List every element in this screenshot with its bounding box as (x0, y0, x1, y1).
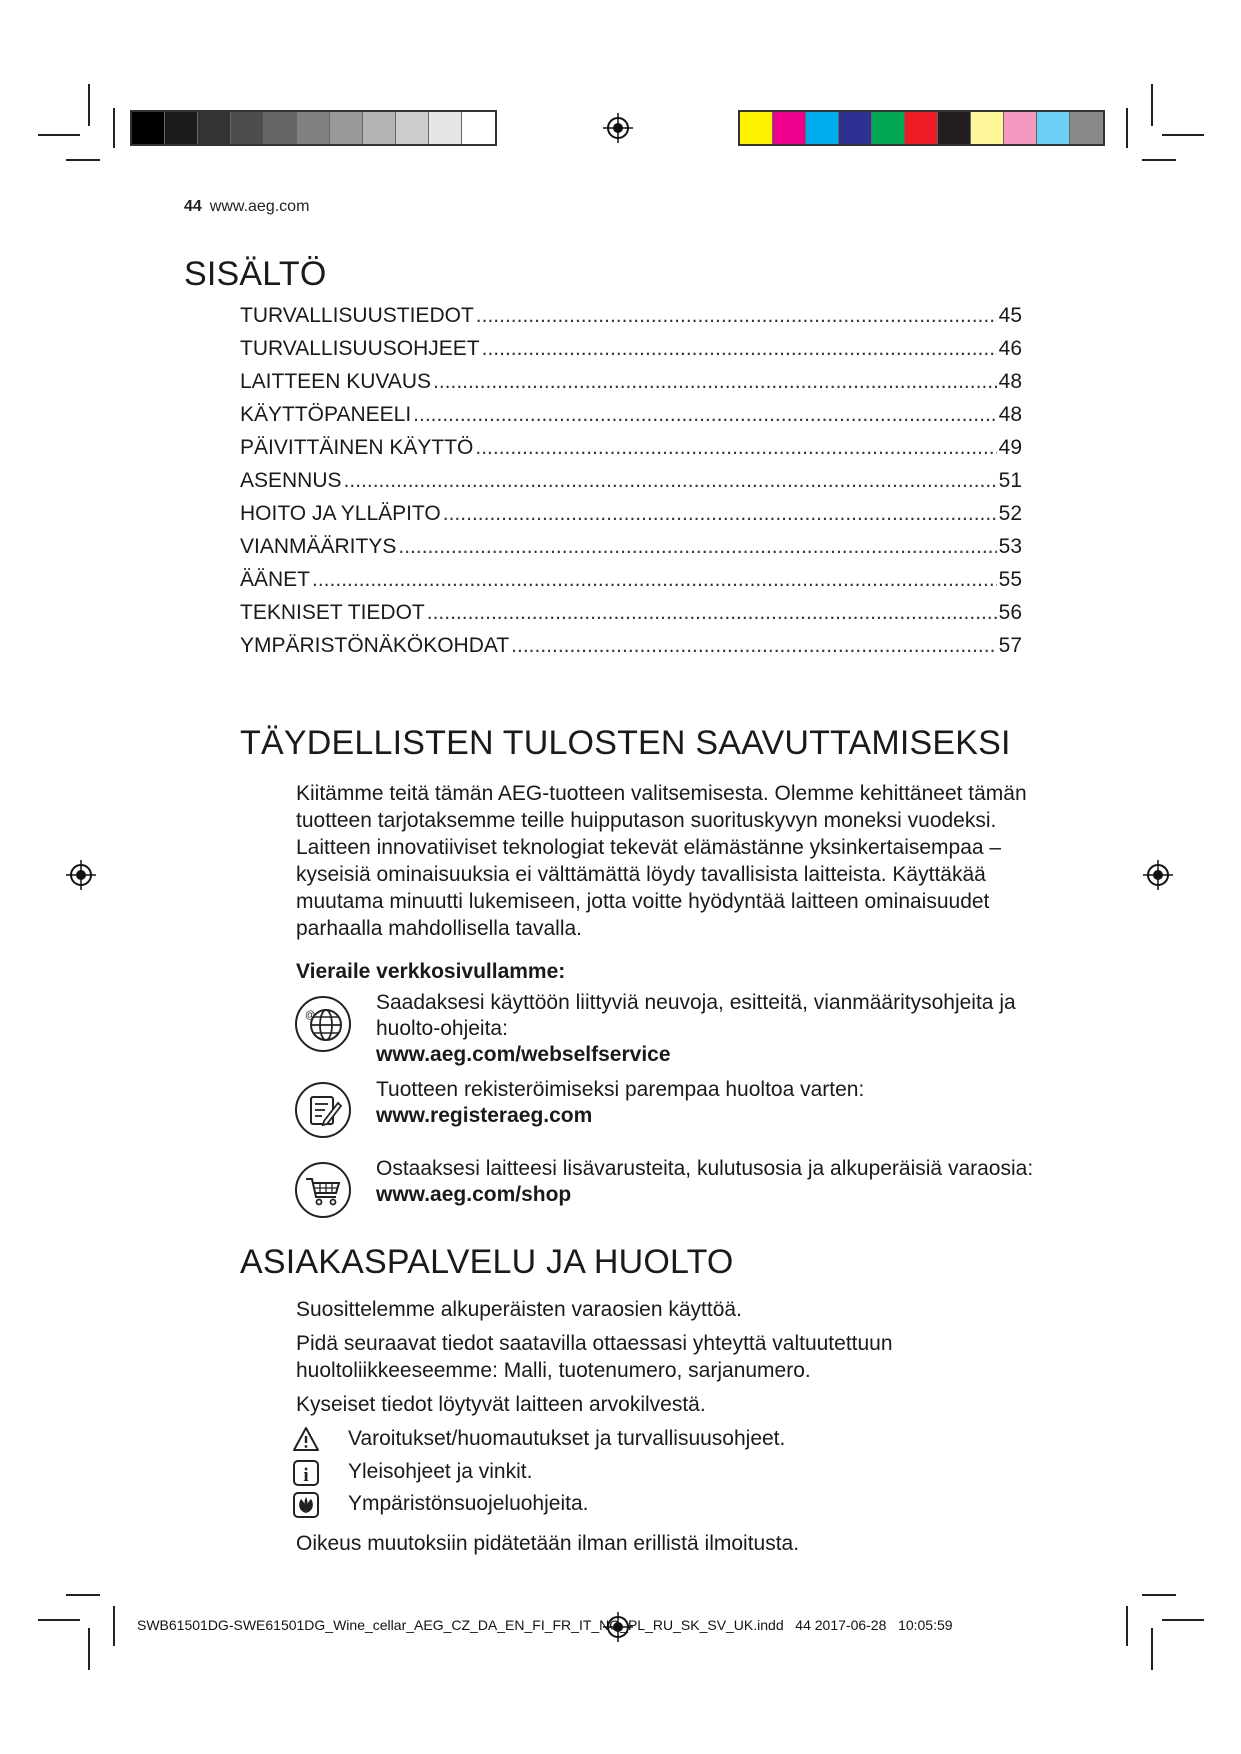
crop-mark (88, 84, 90, 126)
toc-entry-page: 48 (998, 370, 1022, 393)
registration-mark-icon (1143, 860, 1173, 890)
crop-mark (38, 1619, 80, 1621)
svg-text:i: i (303, 1465, 309, 1486)
toc-leader-dots (476, 304, 997, 328)
page-number: 44 (184, 198, 202, 215)
toc-entry-title: HOITO JA YLLÄPITO (240, 502, 441, 525)
link-item-register (376, 1077, 1076, 1129)
toc-entry-page: 56 (998, 601, 1022, 624)
register-form-icon (294, 1081, 352, 1139)
toc-entry-page: 49 (998, 436, 1022, 459)
crop-mark (1162, 1619, 1204, 1621)
crop-mark (1142, 159, 1176, 161)
toc-entry-page: 57 (998, 634, 1022, 657)
toc-entry[interactable] (240, 337, 1022, 370)
color-swatch (132, 112, 165, 144)
toc-entry-page: 55 (998, 568, 1022, 591)
footer-date: 2017-06-28 (814, 1617, 887, 1633)
footer-filename: SWB61501DG-SWE61501DG_Wine_cellar_AEG_CZ_DA_EN_FI_FR_IT_NO_PL_RU_SK_SV_UK.indd (137, 1617, 784, 1633)
toc-leader-dots (511, 634, 996, 658)
toc-leader-dots (413, 403, 996, 427)
note-info: Yleisohjeet ja vinkit. (348, 1460, 533, 1483)
crop-mark (1151, 84, 1153, 126)
color-swatch (330, 112, 363, 144)
note-environment: Ympäristönsuojeluohjeita. (348, 1492, 589, 1515)
toc-entry-page: 51 (998, 469, 1022, 492)
toc-entry[interactable] (240, 304, 1022, 337)
toc-leader-dots (344, 469, 997, 493)
color-swatch (231, 112, 264, 144)
toc-entry-title: TURVALLISUUSTIEDOT (240, 304, 474, 327)
toc-leader-dots (433, 370, 997, 394)
crop-mark (66, 1594, 100, 1596)
color-swatch (773, 112, 806, 144)
toc-entry-title: TURVALLISUUSOHJEET (240, 337, 480, 360)
toc-entry[interactable] (240, 535, 1022, 568)
service-paragraph: Kyseiset tiedot löytyvät laitteen arvokilvestä. (296, 1393, 706, 1416)
shop-link[interactable]: www.aeg.com/shop (376, 1183, 572, 1206)
color-swatch (806, 112, 839, 144)
color-swatch (462, 112, 495, 144)
header-site-link[interactable]: www.aeg.com (209, 198, 310, 215)
toc-entry[interactable] (240, 370, 1022, 403)
color-swatch (264, 112, 297, 144)
toc-entry-page: 45 (998, 304, 1022, 327)
color-swatch (297, 112, 330, 144)
service-disclaimer: Oikeus muutoksiin pidätetään ilman erillistä ilmoitusta. (296, 1532, 800, 1555)
color-swatch (740, 112, 773, 144)
color-swatch (1037, 112, 1070, 144)
link-description: Ostaaksesi laitteesi lisävarusteita, kulutusosia ja alkuperäisiä varaosia: (376, 1157, 1034, 1180)
toc-entry[interactable] (240, 601, 1022, 634)
register-link[interactable]: www.registeraeg.com (376, 1104, 593, 1127)
registration-mark-icon (66, 860, 96, 890)
toc-entry-page: 53 (998, 535, 1022, 558)
color-swatch (971, 112, 1004, 144)
color-swatch (938, 112, 971, 144)
toc-entry-title: LAITTEEN KUVAUS (240, 370, 431, 393)
contents-title: SISÄLTÖ (184, 255, 327, 293)
toc-entry-page: 52 (998, 502, 1022, 525)
table-of-contents (240, 304, 1022, 667)
color-swatch (429, 112, 462, 144)
registration-mark-icon (603, 113, 633, 143)
crop-mark (113, 1606, 115, 1646)
print-footer (137, 1617, 953, 1633)
footer-page: 44 (795, 1617, 811, 1633)
color-swatch (363, 112, 396, 144)
crop-mark (88, 1628, 90, 1670)
toc-entry[interactable] (240, 634, 1022, 667)
web-globe-icon (294, 995, 352, 1053)
crop-mark (1142, 1594, 1176, 1596)
shopping-cart-icon (294, 1161, 352, 1219)
warning-triangle-icon (292, 1425, 320, 1453)
note-warning: Varoitukset/huomautukset ja turvallisuusohjeet. (348, 1427, 786, 1450)
toc-entry[interactable] (240, 502, 1022, 535)
link-description: Saadaksesi käyttöön liittyviä neuvoja, esitteitä, vianmääritysohjeita ja huolto-ohjeita: (376, 991, 1016, 1040)
toc-leader-dots (482, 337, 997, 361)
toc-entry[interactable] (240, 403, 1022, 436)
crop-mark (1151, 1628, 1153, 1670)
process-color-bar (738, 110, 1105, 146)
service-title: ASIAKASPALVELU JA HUOLTO (240, 1243, 734, 1281)
color-swatch (165, 112, 198, 144)
service-paragraph: Pidä seuraavat tiedot saatavilla ottaessasi yhteyttä valtuutettuun huoltoliikkeeseemme: Malli, tuotenumero, sarjanumero. (296, 1332, 893, 1382)
toc-entry-title: YMPÄRISTÖNÄKÖKOHDAT (240, 634, 510, 657)
footer-time: 10:05:59 (898, 1617, 953, 1633)
toc-entry[interactable] (240, 568, 1022, 601)
service-paragraph: Suosittelemme alkuperäisten varaosien käyttöä. (296, 1298, 742, 1321)
toc-leader-dots (398, 535, 996, 559)
color-swatch (839, 112, 872, 144)
crop-mark (113, 108, 115, 148)
link-item-shop (376, 1156, 1076, 1208)
toc-entry[interactable] (240, 436, 1022, 469)
toc-entry-title: PÄIVITTÄINEN KÄYTTÖ (240, 436, 474, 459)
toc-entry-page: 48 (998, 403, 1022, 426)
crop-mark (1126, 1606, 1128, 1646)
crop-mark (1126, 108, 1128, 148)
webselfservice-link[interactable]: www.aeg.com/webselfservice (376, 1043, 671, 1066)
toc-entry-page: 46 (998, 337, 1022, 360)
toc-entry[interactable] (240, 469, 1022, 502)
crop-mark (38, 134, 80, 136)
toc-entry-title: ASENNUS (240, 469, 342, 492)
color-swatch (905, 112, 938, 144)
toc-leader-dots (312, 568, 997, 592)
crop-mark (1162, 134, 1204, 136)
color-swatch (1070, 112, 1103, 144)
info-icon (292, 1459, 320, 1487)
color-swatch (396, 112, 429, 144)
toc-entry-title: ÄÄNET (240, 568, 311, 591)
toc-entry-title: TEKNISET TIEDOT (240, 601, 425, 624)
toc-leader-dots (427, 601, 997, 625)
toc-entry-title: KÄYTTÖPANEELI (240, 403, 412, 426)
visit-heading: Vieraile verkkosivullamme: (296, 960, 566, 983)
page-header (184, 198, 309, 216)
color-swatch (872, 112, 905, 144)
grayscale-color-bar (130, 110, 497, 146)
link-description: Tuotteen rekisteröimiseksi parempaa huoltoa varten: (376, 1078, 865, 1101)
results-title: TÄYDELLISTEN TULOSTEN SAAVUTTAMISEKSI (240, 724, 1011, 762)
toc-leader-dots (475, 436, 996, 460)
color-swatch (198, 112, 231, 144)
link-item-webselfservice (376, 990, 1076, 1068)
results-intro: Kiitämme teitä tämän AEG-tuotteen valitsemisesta. Olemme kehittäneet tämän tuotteen tarjotaksemme teille huipputason suorituskyvyn moneksi vuodeksi. Laitteen innovatiiviset teknologiat tekevät elämästänne yksinkertaisempaa – kyseisiä ominaisuuksia ei välttämättä löydy tavallisista laitteista. Käyttäkää muutama minuutti lukemiseen, jotta voitte hyödyntää laitteen ominaisuudet parhaalla mahdollisella tavalla. (296, 782, 1027, 940)
crop-mark (66, 159, 100, 161)
toc-leader-dots (443, 502, 997, 526)
environment-leaf-icon (292, 1491, 320, 1519)
toc-entry-title: VIANMÄÄRITYS (240, 535, 397, 558)
color-swatch (1004, 112, 1037, 144)
svg-text:@: @ (305, 1010, 316, 1021)
